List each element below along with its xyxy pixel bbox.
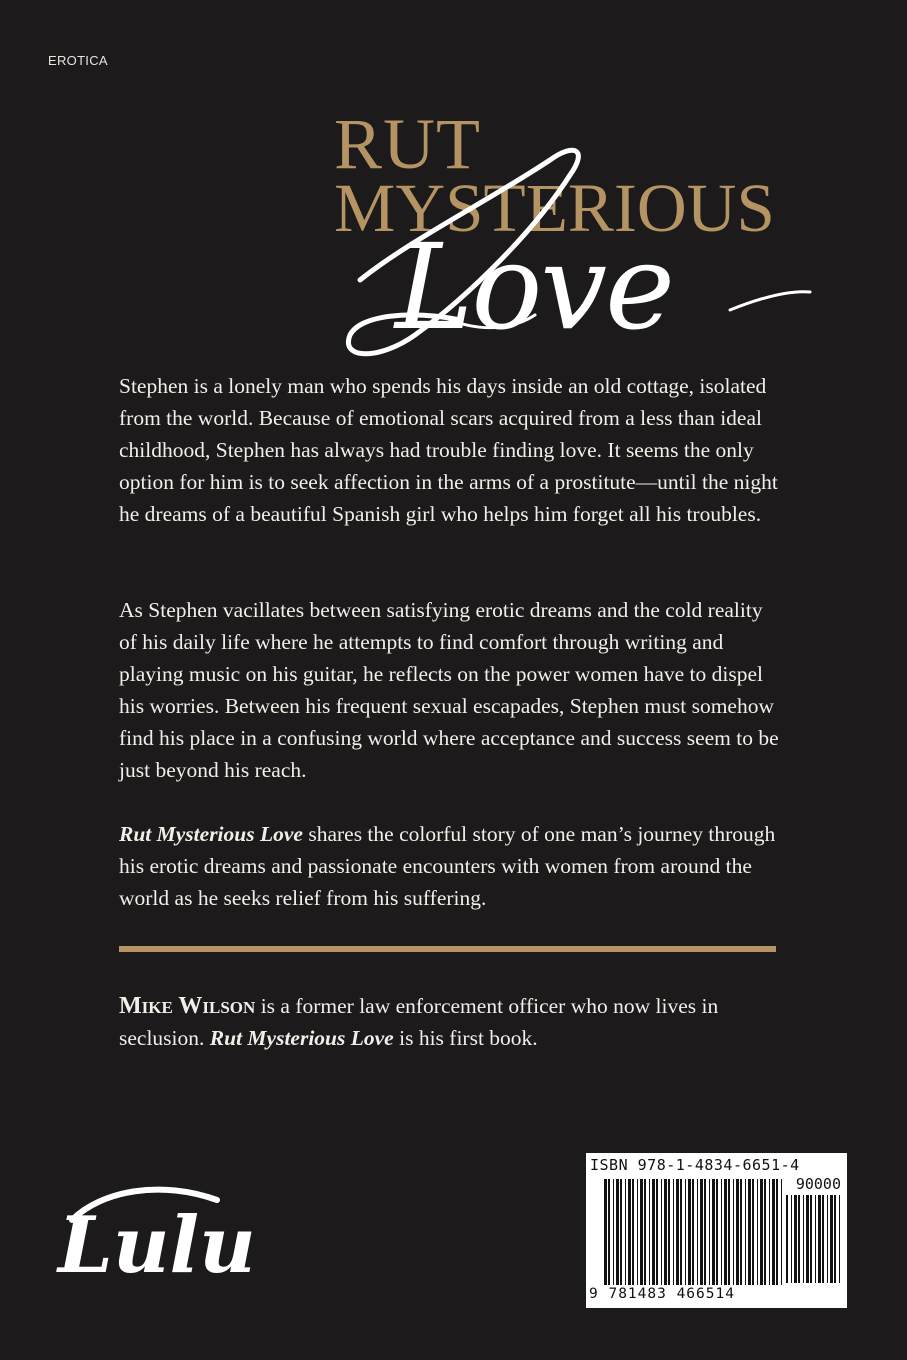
isbn-number: ISBN 978-1-4834-6651-4 — [590, 1156, 800, 1174]
barcode-bar — [688, 1179, 691, 1285]
barcode-bar — [680, 1179, 682, 1285]
barcode-bar — [757, 1179, 758, 1285]
barcode-bar — [685, 1179, 686, 1285]
barcode-bar — [613, 1179, 614, 1285]
title-line-mysterious: MYSTERIOUS — [334, 170, 775, 246]
barcode-bar — [806, 1195, 809, 1283]
author-bio — [119, 990, 779, 1054]
barcode-bar — [764, 1179, 766, 1285]
barcode-bar — [644, 1179, 646, 1285]
gold-divider — [119, 946, 776, 952]
barcode-bar — [781, 1179, 782, 1285]
barcode-bar — [709, 1179, 710, 1285]
barcode-bar — [692, 1179, 694, 1285]
barcode-bar — [625, 1179, 626, 1285]
barcode-bar — [791, 1195, 792, 1283]
barcode-bar — [827, 1195, 828, 1283]
blurb-book-title: Rut Mysterious Love — [119, 822, 303, 846]
author-bio-book-title: Rut Mysterious Love — [209, 1026, 394, 1050]
author-bio-text-1: is a former law enforcement officer who now lives in seclusion. — [119, 994, 719, 1050]
blurb-paragraph-3-text: shares the colorful story of one man’s journey through his erotic dreams and passionate encounters with women from around the world as he seeks relief from his suffering. — [119, 822, 776, 910]
barcode-bar — [616, 1179, 619, 1285]
barcode-bar — [803, 1195, 804, 1283]
barcode-bar — [676, 1179, 679, 1285]
barcode-bar — [628, 1179, 631, 1285]
barcode-bar — [728, 1179, 730, 1285]
price-code-bars — [786, 1195, 842, 1283]
isbn-barcode — [586, 1153, 847, 1308]
barcode-bar — [704, 1179, 706, 1285]
barcode-bar — [818, 1195, 821, 1283]
barcode-bar — [656, 1179, 658, 1285]
barcode-price-code: 90000 — [795, 1175, 841, 1193]
barcode-bar — [740, 1179, 742, 1285]
lulu-logo-text: Lulu — [58, 1200, 256, 1291]
barcode-bar — [748, 1179, 751, 1285]
ean-number: 9 781483 466514 — [589, 1286, 735, 1302]
barcode-bars — [604, 1179, 782, 1285]
barcode-bar — [733, 1179, 734, 1285]
author-bio-text-2: is his first book. — [393, 1026, 538, 1050]
title-line-love: Love — [395, 218, 673, 356]
genre-label: EROTICA — [48, 53, 108, 68]
barcode-bar — [834, 1195, 836, 1283]
barcode-bar — [661, 1179, 662, 1285]
barcode-bar — [772, 1179, 775, 1285]
barcode-bar — [668, 1179, 670, 1285]
barcode-bar — [794, 1195, 797, 1283]
lulu-logo — [52, 1180, 256, 1305]
barcode-bar — [769, 1179, 770, 1285]
blurb-paragraph-3 — [119, 818, 779, 914]
barcode-bar — [839, 1195, 840, 1283]
barcode-bar — [640, 1179, 643, 1285]
title-line-rut: RUT — [334, 104, 481, 184]
barcode-bar — [760, 1179, 763, 1285]
barcode-bar — [745, 1179, 746, 1285]
book-title — [0, 0, 907, 380]
barcode-bar — [815, 1195, 816, 1283]
barcode-bar — [752, 1179, 754, 1285]
barcode-bar — [637, 1179, 638, 1285]
barcode-bar — [652, 1179, 655, 1285]
barcode-bar — [786, 1195, 788, 1283]
barcode-bar — [664, 1179, 667, 1285]
barcode-bar — [810, 1195, 812, 1283]
barcode-bar — [673, 1179, 674, 1285]
barcode-bar — [649, 1179, 650, 1285]
blurb-paragraph-1: Stephen is a lonely man who spends his days inside an old cottage, isolated from the world. Because of emotional scars acquired from a less than ideal childhood, Stephen has always had trouble finding love. It seems the only option for him is to seek affection in the arms of a prostitute—until the night he dreams of a beautiful Spanish girl who helps him forget all his troubles. — [119, 374, 778, 526]
barcode-bar — [697, 1179, 698, 1285]
barcode-bar — [700, 1179, 703, 1285]
barcode-bar — [798, 1195, 800, 1283]
barcode-bar — [632, 1179, 634, 1285]
barcode-bar — [716, 1179, 718, 1285]
barcode-bar — [736, 1179, 739, 1285]
barcode-bar — [620, 1179, 622, 1285]
barcode-bar — [712, 1179, 715, 1285]
barcode-bar — [724, 1179, 727, 1285]
barcode-bar — [721, 1179, 722, 1285]
barcode-bar — [830, 1195, 833, 1283]
author-name: Mike Wilson — [119, 993, 256, 1019]
barcode-bar — [776, 1179, 778, 1285]
blurb-paragraph-2: As Stephen vacillates between satisfying erotic dreams and the cold reality of his daily life where he attempts to find comfort through writing and playing music on his guitar, he reflects on the power women have to dispel his worries. Between his frequent sexual escapades, Stephen must somehow find his place in a confusing world where acceptance and success seem to be just beyond his reach. — [119, 598, 779, 782]
barcode-bar — [822, 1195, 824, 1283]
barcode-bar — [604, 1179, 607, 1285]
barcode-bar — [608, 1179, 610, 1285]
